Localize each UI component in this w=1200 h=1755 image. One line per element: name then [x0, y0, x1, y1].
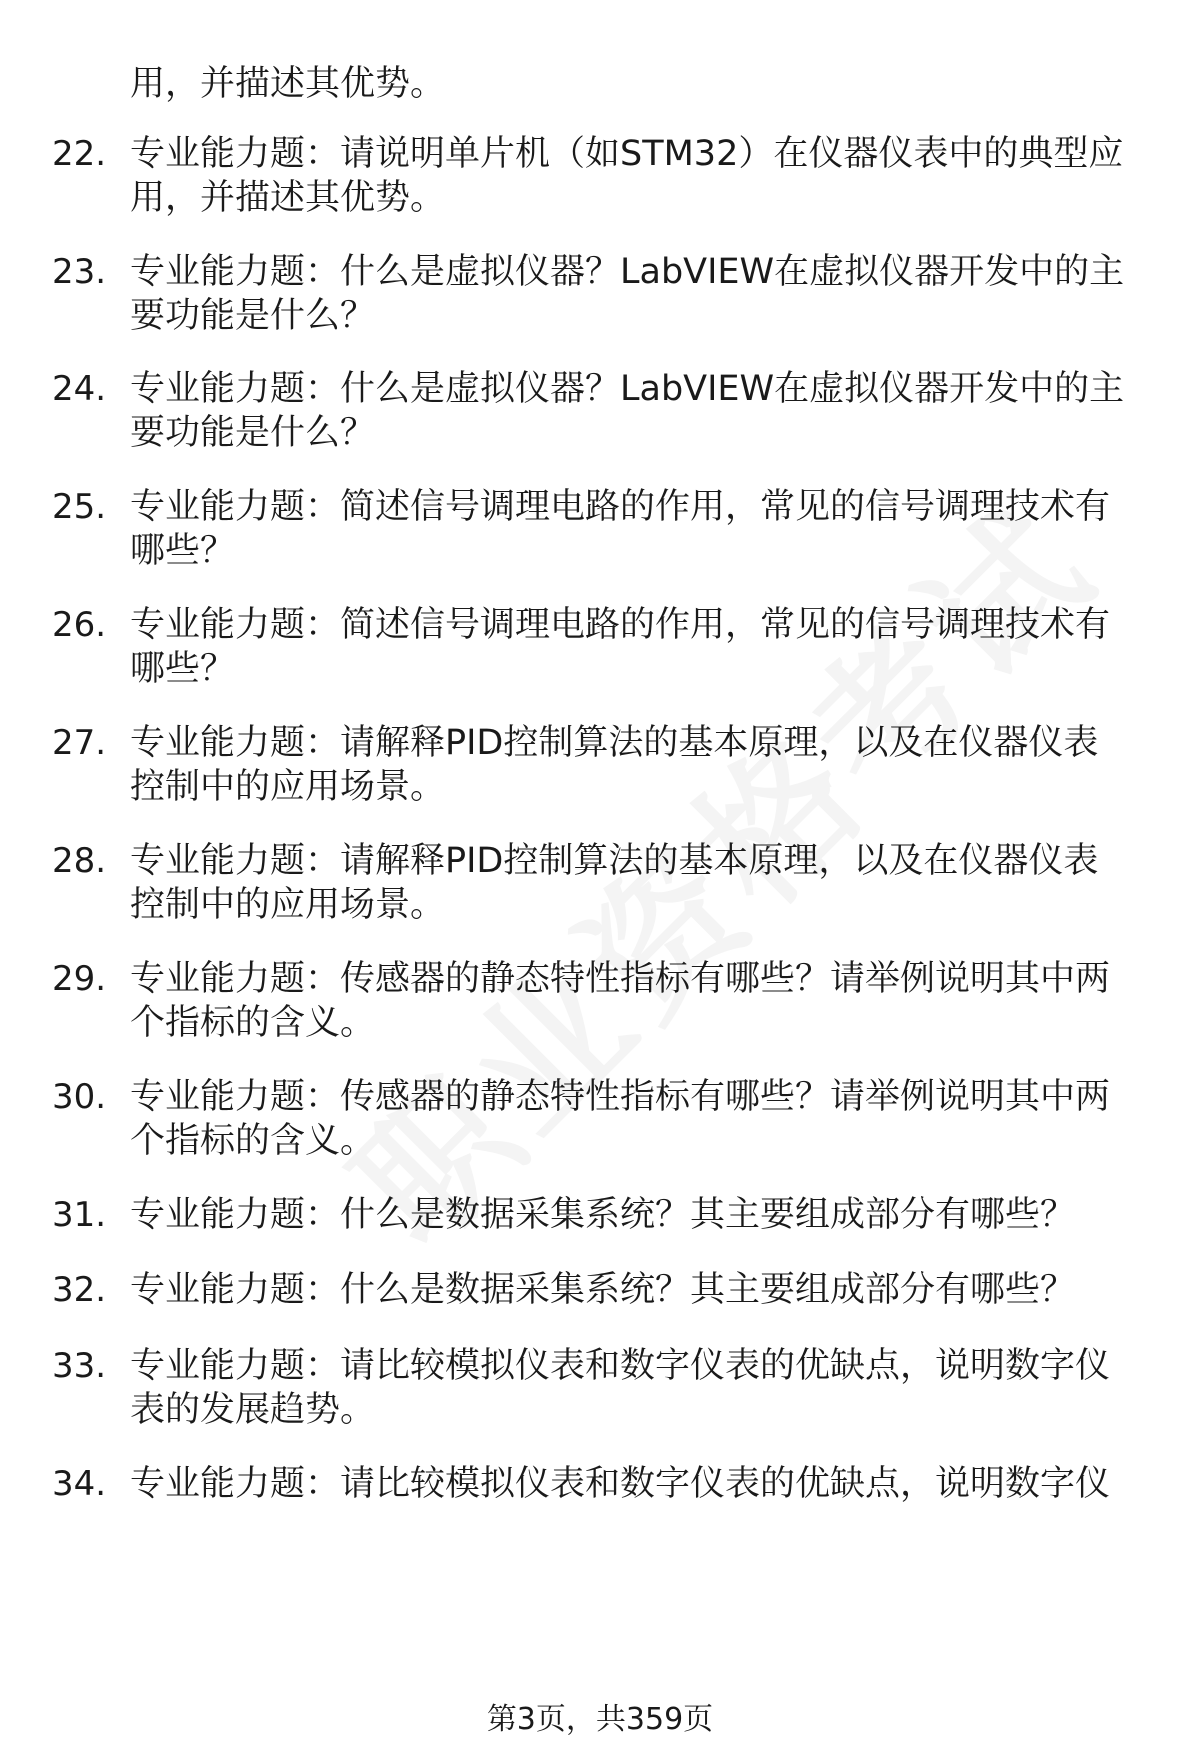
question-line: 专业能力题：请解释PID控制算法的基本原理，以及在仪器仪表 — [130, 841, 1099, 881]
page-footer: 第3页，共359页 — [486, 1702, 714, 1737]
question-text — [130, 957, 1150, 1045]
question-number: 34. — [52, 1464, 107, 1504]
question-number: 30. — [52, 1077, 107, 1117]
question-number: 27. — [52, 723, 107, 763]
question-line: 要功能是什么？ — [130, 413, 376, 453]
question-line: 个指标的含义。 — [130, 1003, 376, 1043]
question-number: 23. — [52, 252, 107, 292]
question-number: 28. — [52, 841, 107, 881]
question-line: 哪些？ — [130, 531, 236, 571]
question-text — [130, 367, 1150, 455]
question-text — [130, 603, 1150, 691]
question-line: 专业能力题：什么是数据采集系统？其主要组成部分有哪些？ — [130, 1270, 1076, 1310]
question-text — [130, 485, 1150, 573]
question-text — [130, 839, 1150, 927]
question-line: 专业能力题：什么是虚拟仪器？LabVIEW在虚拟仪器开发中的主 — [130, 369, 1125, 409]
question-line: 专业能力题：传感器的静态特性指标有哪些？请举例说明其中两 — [130, 1077, 1111, 1117]
question-line: 专业能力题：简述信号调理电路的作用，常见的信号调理技术有 — [130, 487, 1111, 527]
question-text — [130, 132, 1150, 220]
question-line: 专业能力题：请比较模拟仪表和数字仪表的优缺点，说明数字仪 — [130, 1464, 1111, 1504]
question-text — [130, 1193, 1150, 1237]
question-number: 33. — [52, 1346, 107, 1386]
question-text — [130, 62, 1150, 106]
question-text — [130, 721, 1150, 809]
question-text — [130, 1075, 1150, 1163]
question-line: 哪些？ — [130, 649, 236, 689]
question-number: 26. — [52, 605, 107, 645]
question-number: 32. — [52, 1270, 107, 1310]
question-number: 22. — [52, 134, 107, 174]
question-number: 31. — [52, 1195, 107, 1235]
question-line: 专业能力题：什么是数据采集系统？其主要组成部分有哪些？ — [130, 1195, 1076, 1235]
question-text — [130, 1462, 1150, 1506]
question-line: 专业能力题：传感器的静态特性指标有哪些？请举例说明其中两 — [130, 959, 1111, 999]
question-line: 表的发展趋势。 — [130, 1390, 376, 1430]
question-line: 专业能力题：简述信号调理电路的作用，常见的信号调理技术有 — [130, 605, 1111, 645]
question-text — [130, 1344, 1150, 1432]
question-number: 25. — [52, 487, 107, 527]
question-number: 24. — [52, 369, 107, 409]
question-text — [130, 250, 1150, 338]
question-line: 专业能力题：请说明单片机（如STM32）在仪器仪表中的典型应 — [130, 134, 1124, 174]
question-line: 专业能力题：什么是虚拟仪器？LabVIEW在虚拟仪器开发中的主 — [130, 252, 1125, 292]
question-line: 用，并描述其优势。 — [130, 178, 446, 218]
question-line: 个指标的含义。 — [130, 1121, 376, 1161]
question-line: 控制中的应用场景。 — [130, 767, 446, 807]
question-line: 控制中的应用场景。 — [130, 885, 446, 925]
question-line: 专业能力题：请解释PID控制算法的基本原理，以及在仪器仪表 — [130, 723, 1099, 763]
question-line: 用，并描述其优势。 — [130, 64, 446, 104]
question-number: 29. — [52, 959, 107, 999]
question-text — [130, 1268, 1150, 1312]
question-line: 专业能力题：请比较模拟仪表和数字仪表的优缺点，说明数字仪 — [130, 1346, 1111, 1386]
question-line: 要功能是什么？ — [130, 296, 376, 336]
